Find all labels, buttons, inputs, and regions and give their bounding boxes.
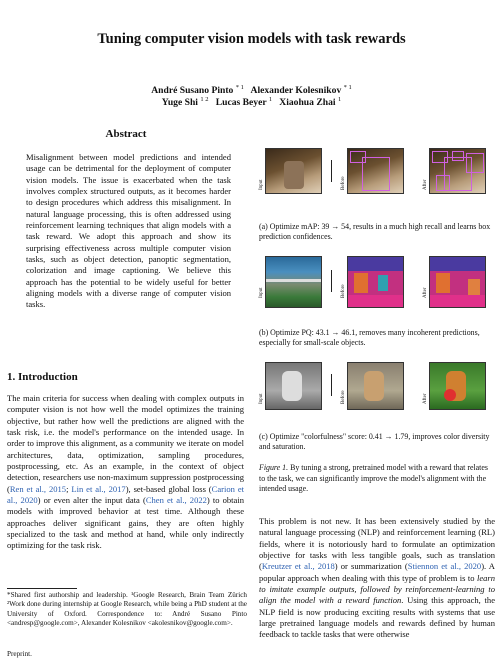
separator (331, 374, 332, 396)
separator (331, 160, 332, 182)
separator (331, 270, 332, 292)
before-label: Before (341, 176, 346, 190)
citation-link[interactable]: Ren et al., 2015 (9, 483, 67, 494)
paper-title: Tuning computer vision models with task rewards (97, 31, 406, 47)
panoptic-after-image (429, 256, 486, 308)
panoptic-before-image (347, 256, 404, 308)
bounding-box (350, 151, 366, 163)
bounding-box (432, 151, 448, 163)
citation-link[interactable]: Kreutzer et al., 2018 (261, 561, 335, 572)
colorization-input-image (265, 362, 322, 410)
author-affiliation: 1 (268, 96, 273, 103)
abstract-text: Misalignment between model predictions and intended usage can be detrimental for the deployment of computer vision models. The issue is exacerbated when the task involves complex structured outputs, as it becomes harder to design procedures which address this misalignment. In natural language processing, this is often addressed using reinforcement learning techniques that align models with a task reward. We adopt this approach and show its surprising effectiveness across multiple computer vision tasks, such as object detection, panoptic segmentation, colorization and image captioning. We believe this approach has the potential to be widely useful for better aligning models with a diverse range of computer vision tasks. (26, 152, 231, 310)
detection-input-image (265, 148, 322, 194)
abstract-heading: Abstract (105, 128, 147, 140)
before-label: Before (341, 390, 346, 404)
right-column-paragraph: This problem is not new. It has been extensively studied by the natural language processing (NLP) and reinforcement learning (RL) fields, where it is notoriously hard to formulate an optimization objective for tasks with less tangible goals, such as translation (Kreutzer et al., 2018) or summarization (Stiennon et al., 2020). A popular approach when dealing with this type of problem is to learn to imitate example outputs, followed by reinforcement-learning to align the model with a reward function. Using this approach, the NLP field is now producing exciting results with systems that use large pretrained language models and rewards defined by human feedback to tackle tasks that were otherwise (259, 516, 495, 640)
detection-after-image (429, 148, 486, 194)
footnote-rule (7, 588, 77, 589)
input-label: Input (259, 179, 264, 190)
bounding-box (436, 175, 450, 191)
author-affiliation: * 1 (235, 84, 244, 91)
author-name: André Susano Pinto (151, 85, 234, 97)
author-name: Alexander Kolesnikov (250, 85, 342, 97)
subcaption-c: (c) Optimize "colorfulness" score: 0.41 → 1.79, improves color diversity and saturation. (259, 432, 490, 452)
citation-link[interactable]: Carion et al., 2020 (7, 483, 245, 506)
bounding-box (452, 151, 464, 161)
after-label: After (423, 393, 428, 404)
figure-caption: Figure 1. By tuning a strong, pretrained model with a reward that relates to the task, we can significantly improve the model's alignment with the intended usage. (259, 463, 488, 493)
preprint-label: Preprint. (7, 650, 32, 658)
input-label: Input (259, 393, 264, 404)
after-label: After (423, 287, 428, 298)
author-affiliation: 1 (337, 96, 342, 103)
author-affiliation: * 1 (343, 84, 352, 91)
panoptic-input-image (265, 256, 322, 308)
introduction-heading: 1. Introduction (7, 371, 78, 383)
author-name: Xiaohua Zhai (279, 97, 336, 109)
author-affiliation: 1 2 (200, 96, 209, 103)
colorization-before-image (347, 362, 404, 410)
subcaption-a: (a) Optimize mAP: 39 → 54, results in a much high recall and learns box prediction confidences. (259, 222, 491, 242)
detection-before-image (347, 148, 404, 194)
before-label: Before (341, 284, 346, 298)
introduction-paragraph: The main criteria for success when dealing with complex outputs in computer vision is not how well the model optimizes the training objective, but rather how well the predictions are aligned with the task risk, i.e. the model's performance on the intended usage. In order to improve this alignment, as a community we iterate on model architectures, data, optimization, sampling procedures, postprocessing, etc. As an example, in the context of object detection, researchers use non-maximum suppression postprocessing (Ren et al., 2015; Lin et al., 2017), set-based global loss (Carion et al., 2020) or even alter the input data (Chen et al., 2022) to obtain models with improved behavior at test time. Although these approaches deliver significant gains, they are often highly specialized to the task and method at hand, while only indirectly optimizing for the task risk. (7, 393, 245, 551)
citation-link[interactable]: Lin et al., 2017 (71, 483, 126, 494)
figure-label: Figure 1. (259, 463, 289, 472)
author-name: Yuge Shi (161, 97, 198, 109)
input-label: Input (259, 287, 264, 298)
author-name: Lucas Beyer (215, 97, 267, 109)
emphasized-text: learn to imitate example outputs, followed by reinforcement-learning to align the model with a reward function (259, 572, 495, 606)
bounding-box (362, 157, 390, 191)
citation-link[interactable]: Stiennon et al., 2020 (407, 561, 482, 572)
authors-line-2 (0, 96, 503, 108)
citation-link[interactable]: Chen et al., 2022 (145, 495, 207, 506)
authors-line-1 (0, 84, 503, 96)
footnote: *Shared first authorship and leadership. ¹Google Research, Brain Team Zürich ²Work done during internship at Google Research, while being a PhD student at the University of Oxford. Correspondence to: André Susano Pinto <andresp@google.com>, Alexander Kolesnikov <akolesnikov@google.com>. (7, 591, 247, 628)
after-label: After (423, 179, 428, 190)
bounding-box (466, 153, 484, 173)
colorization-after-image (429, 362, 486, 410)
subcaption-b: (b) Optimize PQ: 43.1 → 46.1, removes many incoherent predictions, especially for small-scale objects. (259, 328, 480, 348)
